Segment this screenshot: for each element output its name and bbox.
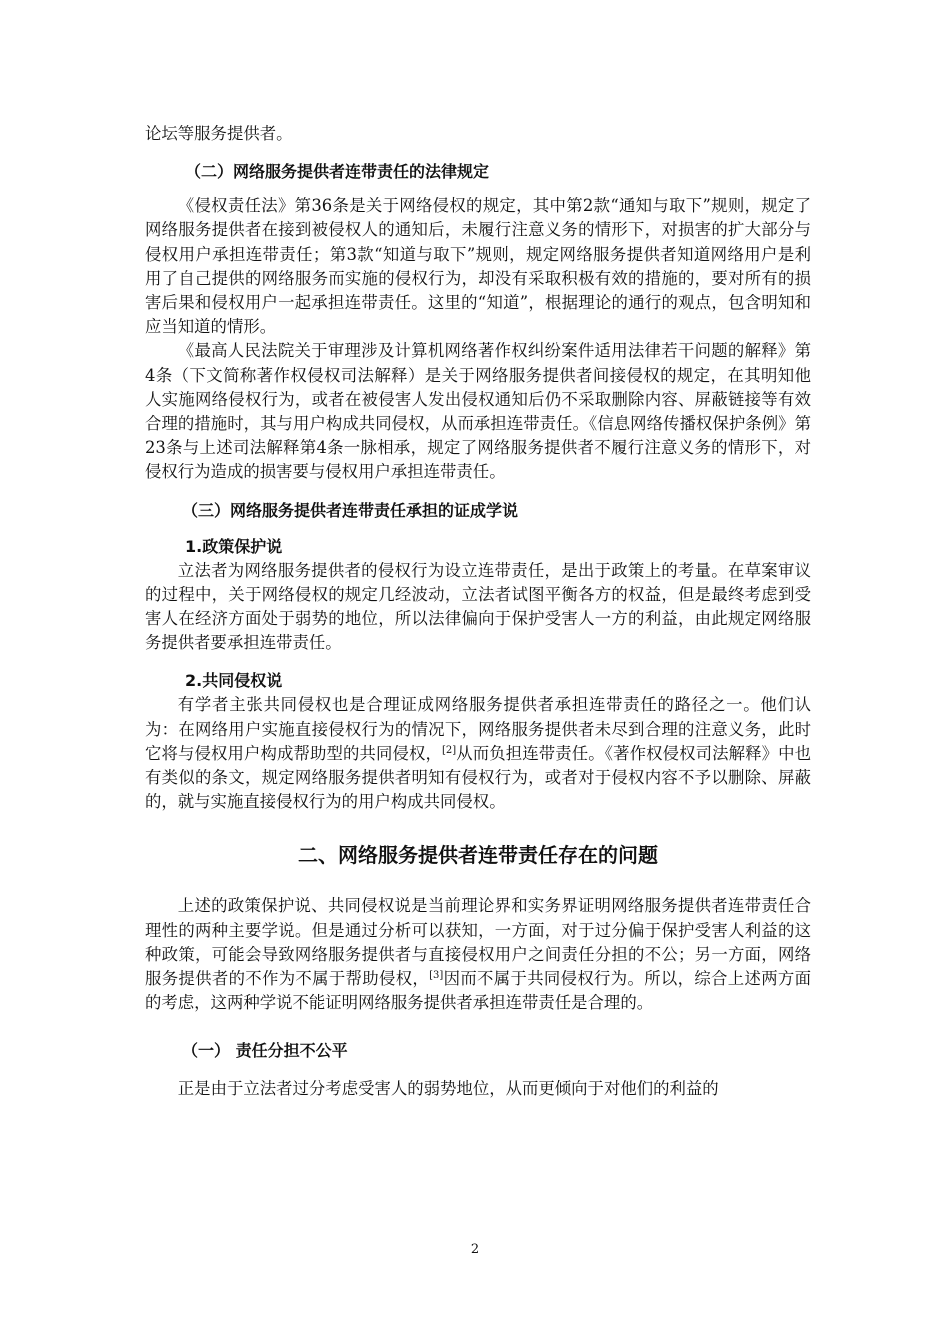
paragraph-problems-part-b: 因而不属于共同侵权行为。所以，综合上述两方面的考虑，这两种学说不能证明网络服务提供者承担连带责任是合理的。 — [145, 969, 812, 1013]
heading-justification-theories: （三）网络服务提供者连带责任承担的证成学说 — [182, 500, 519, 520]
paragraph-unfair-liability: 正是由于立法者过分考虑受害人的弱势地位，从而更倾向于对他们的利益的 — [177, 1079, 719, 1099]
citation-ref-3: [3] — [429, 970, 444, 982]
page-number: 2 — [470, 1242, 480, 1257]
heading-unfair-liability: （一） 责任分担不公平 — [182, 1041, 348, 1061]
intro-line: 论坛等服务提供者。 — [145, 124, 293, 143]
paragraph-joint-tort — [145, 693, 811, 814]
paragraph-joint-tort-part-b: 从而负担连带责任。《著作权侵权司法解释》中也有类似的条文，规定网络服务提供者明知有侵权行为，或者对于侵权内容不予以删除、屏蔽的，就与实施直接侵权行为的用户构成共同侵权。 — [145, 743, 811, 812]
heading-legal-provisions: （二）网络服务提供者连带责任的法律规定 — [185, 162, 490, 182]
paragraph-joint-tort-part-a: 有学者主张共同侵权也是合理证成网络服务提供者承担连带责任的路径之一。他们认为：在网络用户实施直接侵权行为的情况下，网络服务提供者未尽到合理的注意义务，此时它将与侵权用户构成帮助型的共同侵权， — [145, 695, 811, 763]
paragraph-problems-overview — [145, 894, 811, 1015]
page-content — [145, 122, 811, 1102]
heading-joint-tort: 2.共同侵权说 — [185, 671, 283, 691]
paragraph-policy-protection: 立法者为网络服务提供者的侵权行为设立连带责任，是出于政策上的考量。在草案审议的过程中，关于网络侵权的规定几经波动，立法者试图平衡各方的权益，但是最终考虑到受害人在经济方面处于弱势的地位，所以法律偏向于保护受害人一方的利益，由此规定网络服务提供者要承担连带责任。 — [145, 560, 811, 653]
paragraph-problems-part-a: 上述的政策保护说、共同侵权说是当前理论界和实务界证明网络服务提供者连带责任合理性的两种主要学说。但是通过分析可以获知，一方面，对于过分偏于保护受害人利益的这种政策，可能会导致网络服务提供者与直接侵权用户之间责任分担的不公；另一方面，网络服务提供者的不作为不属于帮助侵权， — [145, 896, 811, 989]
section-title-problems: 二、网络服务提供者连带责任存在的问题 — [298, 843, 658, 868]
heading-policy-protection: 1.政策保护说 — [185, 536, 283, 556]
citation-ref-2: [2] — [442, 744, 457, 756]
paragraph-tort-law: 《侵权责任法》第36条是关于网络侵权的规定，其中第2款“通知与取下”规则，规定了网络服务提供者在接到被侵权人的通知后，未履行注意义务的情形下，对损害的扩大部分与侵权用户承担连带责任；第3款“知道与取下”规则，规定网络服务提供者知道网络用户是利用了自己提供的网络服务而实施的侵权行为，却没有采取积极有效的措施的，要对所有的损害后果和侵权用户一起承担连带责任。这里的“知道”，根据理论的通行的观点，包含明知和应当知道的情形。 — [145, 196, 811, 337]
paragraph-judicial-interpretation: 《最高人民法院关于审理涉及计算机网络著作权纠纷案件适用法律若干问题的解释》第4条（下文简称著作权侵权司法解释）是关于网络服务提供者间接侵权的规定，在其明知他人实施网络侵权行为，或者在被侵害人发出侵权通知后仍不采取删除内容、屏蔽链接等有效合理的措施时，其与用户构成共同侵权，从而承担连带责任。《信息网络传播权保护条例》第23条与上述司法解释第4条一脉相承，规定了网络服务提供者不履行注意义务的情形下，对侵权行为造成的损害要与侵权用户承担连带责任。 — [145, 341, 811, 482]
